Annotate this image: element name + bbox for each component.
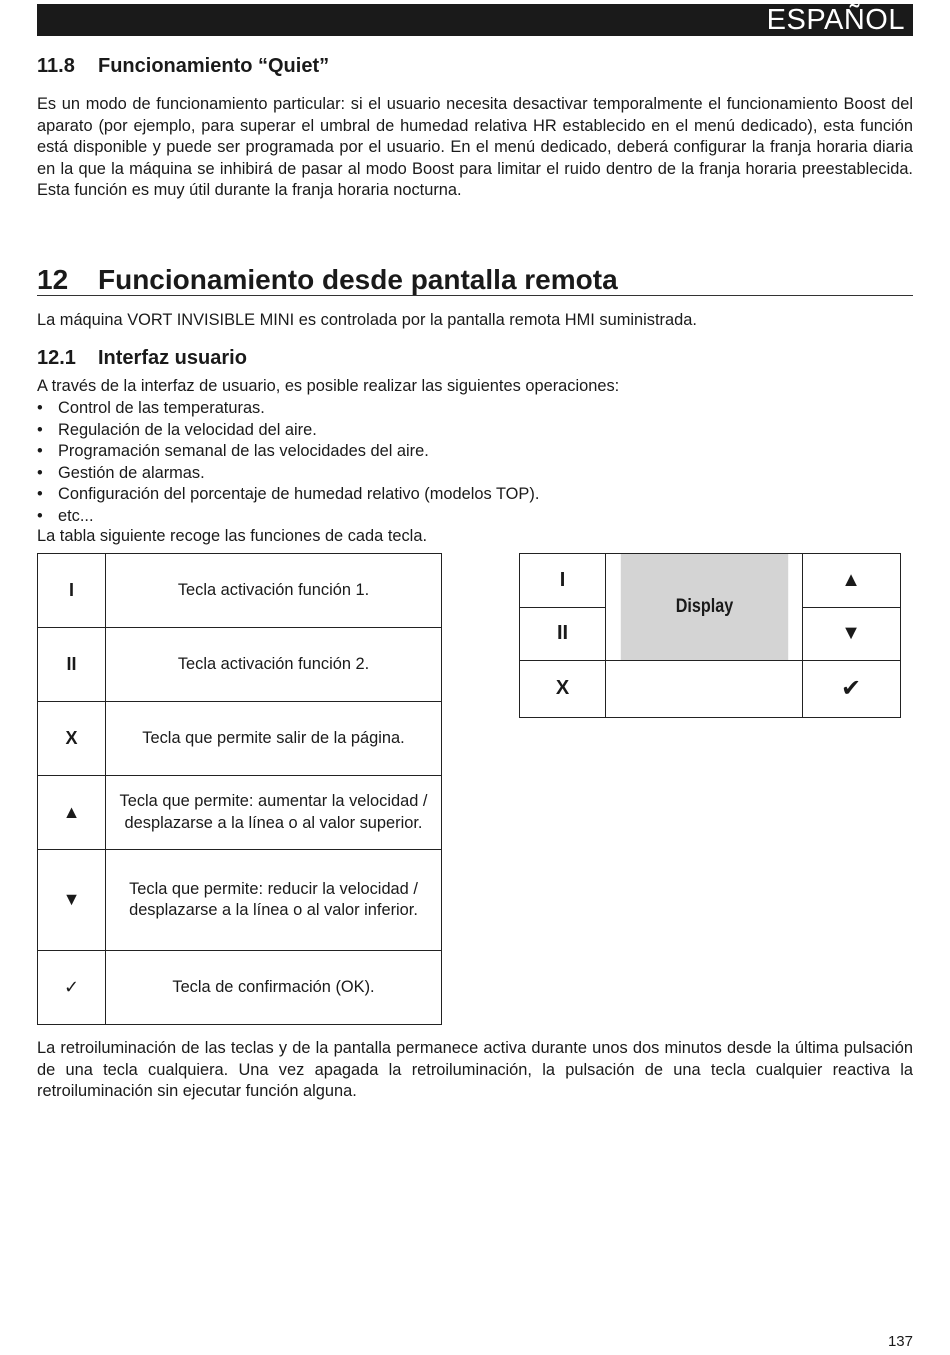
table-row	[38, 702, 442, 776]
language-header-bar	[37, 4, 913, 36]
display-screen: Display	[621, 554, 788, 660]
backlight-note: La retroiluminación de las teclas y de la pantalla permanece activa durante unos dos minutos desde la última pulsación de una tecla cualquiera. Una vez apagada la retroiluminación, la pulsación de una tecla cualquier reactiva la retroiluminación sin ejecutar función alguna.	[37, 1039, 913, 1100]
key-symbol: ✓	[38, 951, 106, 1025]
ok-check-key[interactable]: ✔	[840, 674, 862, 702]
key-symbol: ▲	[38, 776, 106, 850]
key-description: Tecla que permite salir de la página.	[106, 702, 442, 776]
key-symbol: ▼	[38, 850, 106, 951]
section-number: 11.8	[37, 55, 75, 77]
list-item: • Gestión de alarmas.	[37, 463, 539, 485]
table-row	[38, 628, 442, 702]
chapter-number: 12	[37, 264, 69, 295]
list-item: • Programación semanal de las velocidades del aire.	[37, 441, 539, 463]
list-item: • etc...	[37, 506, 539, 528]
key-symbol: X	[38, 702, 106, 776]
language-label: ESPAÑOL	[766, 4, 905, 36]
up-arrow-key[interactable]: ▲	[841, 569, 861, 591]
table-row	[38, 776, 442, 850]
chapter-title: Funcionamiento desde pantalla remota	[98, 264, 618, 295]
list-item: • Regulación de la velocidad del aire.	[37, 420, 539, 442]
section-title: Interfaz usuario	[98, 347, 247, 369]
exit-key[interactable]: X	[555, 676, 570, 699]
section-12-heading	[37, 263, 913, 296]
key-functions-table	[37, 553, 442, 1025]
key-description: Tecla que permite: aumentar la velocidad / desplazarse a la línea o al valor superior.	[106, 776, 442, 850]
key-symbol: I	[38, 554, 106, 628]
key-description: Tecla activación función 2.	[106, 628, 442, 702]
remote-display-panel	[519, 553, 901, 718]
key-description: Tecla activación función 1.	[106, 554, 442, 628]
key-symbol: II	[38, 628, 106, 702]
operations-list	[37, 398, 539, 527]
section-12-intro: La máquina VORT INVISIBLE MINI es controlada por la pantalla remota HMI suministrada.	[37, 311, 697, 329]
section-11-8-body: Es un modo de funcionamiento particular: si el usuario necesita desactivar temporalmente el funcionamiento Boost del aparato (por ejemplo, para superar el umbral de humedad relativa HR establecido en el menú dedicado), esta función está disponible y puede ser programada por el usuario. En el menú dedicado, deberá configurar la franja horaria diaria en la que la máquina se inhibirá de pasar al modo Boost para limitar el ruido dentro de la franja horaria preestablecida. Esta función es muy útil durante la franja horaria nocturna.	[37, 95, 913, 199]
key-description: Tecla que permite: reducir la velocidad / desplazarse a la línea o al valor inferior.	[106, 850, 442, 951]
list-item: • Configuración del porcentaje de humedad relativo (modelos TOP).	[37, 484, 539, 506]
key-description: Tecla de confirmación (OK).	[106, 951, 442, 1025]
table-intro: La tabla siguiente recoge las funciones de cada tecla.	[37, 527, 427, 545]
panel-divider	[605, 554, 606, 717]
table-row	[38, 951, 442, 1025]
section-12-1-intro: A través de la interfaz de usuario, es posible realizar las siguientes operaciones:	[37, 377, 620, 395]
page-number: 137	[887, 1333, 913, 1350]
function-2-key[interactable]: II	[556, 622, 569, 644]
panel-divider	[605, 660, 802, 661]
section-11-8-heading	[37, 54, 329, 78]
section-number: 12.1	[37, 347, 76, 369]
section-12-1-heading	[37, 346, 247, 370]
table-row	[38, 554, 442, 628]
down-arrow-key[interactable]: ▼	[841, 622, 861, 644]
list-item: • Control de las temperaturas.	[37, 398, 539, 420]
section-title: Funcionamiento “Quiet”	[98, 55, 330, 77]
function-1-key[interactable]: I	[559, 569, 566, 591]
table-row	[38, 850, 442, 951]
